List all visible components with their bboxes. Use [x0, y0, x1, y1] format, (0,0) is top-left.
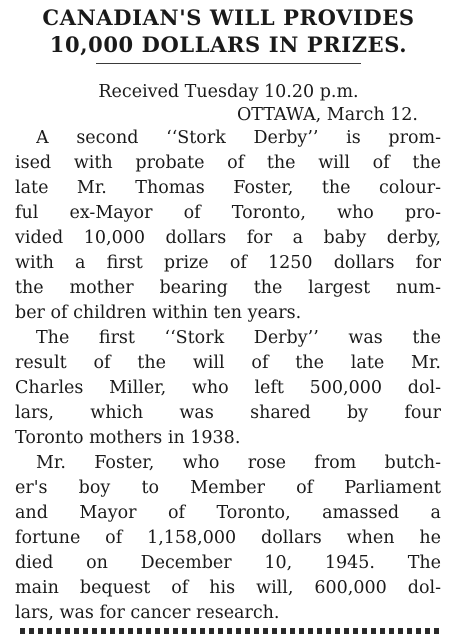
- body-line: ful ex-Mayor of Toronto, who pro-: [15, 203, 441, 223]
- body-line: fortune of 1,158,000 dollars when he: [15, 528, 441, 548]
- body-line: result of the will of the late Mr.: [15, 353, 441, 373]
- body-line: Mr. Foster, who rose from butch-: [36, 453, 441, 473]
- body-line: Charles Miller, who left 500,000 dol-: [15, 378, 441, 398]
- body-line: The first ‘‘Stork Derby’’ was the: [36, 328, 441, 348]
- body-line: Toronto mothers in 1938.: [15, 428, 241, 448]
- body-line: main bequest of his will, 600,000 dol-: [15, 578, 441, 598]
- body-line: lars, was for cancer research.: [15, 603, 280, 623]
- body-line: the mother bearing the largest num-: [15, 278, 441, 298]
- body-line: A second ‘‘Stork Derby’’ is prom-: [36, 128, 441, 148]
- decorative-bottom-border: [20, 628, 440, 634]
- headline-line-2: 10,000 DOLLARS IN PRIZES.: [49, 32, 408, 57]
- body-line: ber of children within ten years.: [15, 303, 302, 323]
- body-line: ised with probate of the will of the: [15, 153, 441, 173]
- dateline-place-date: OTTAWA, March 12.: [236, 105, 418, 125]
- headline-line-1: CANADIAN'S WILL PROVIDES: [42, 5, 415, 30]
- body-line: and Mayor of Toronto, amassed a: [15, 503, 441, 523]
- body-line: lars, which was shared by four: [15, 403, 441, 423]
- headline-rule: [96, 63, 361, 64]
- body-line: vided 10,000 dollars for a baby derby,: [15, 228, 441, 248]
- body-line: er's boy to Member of Parliament: [15, 478, 441, 498]
- body-line: died on December 10, 1945. The: [15, 553, 441, 573]
- dateline-received: Received Tuesday 10.20 p.m.: [98, 82, 359, 102]
- body-line: late Mr. Thomas Foster, the colour-: [15, 178, 441, 198]
- body-line: with a first prize of 1250 dollars for: [15, 253, 441, 273]
